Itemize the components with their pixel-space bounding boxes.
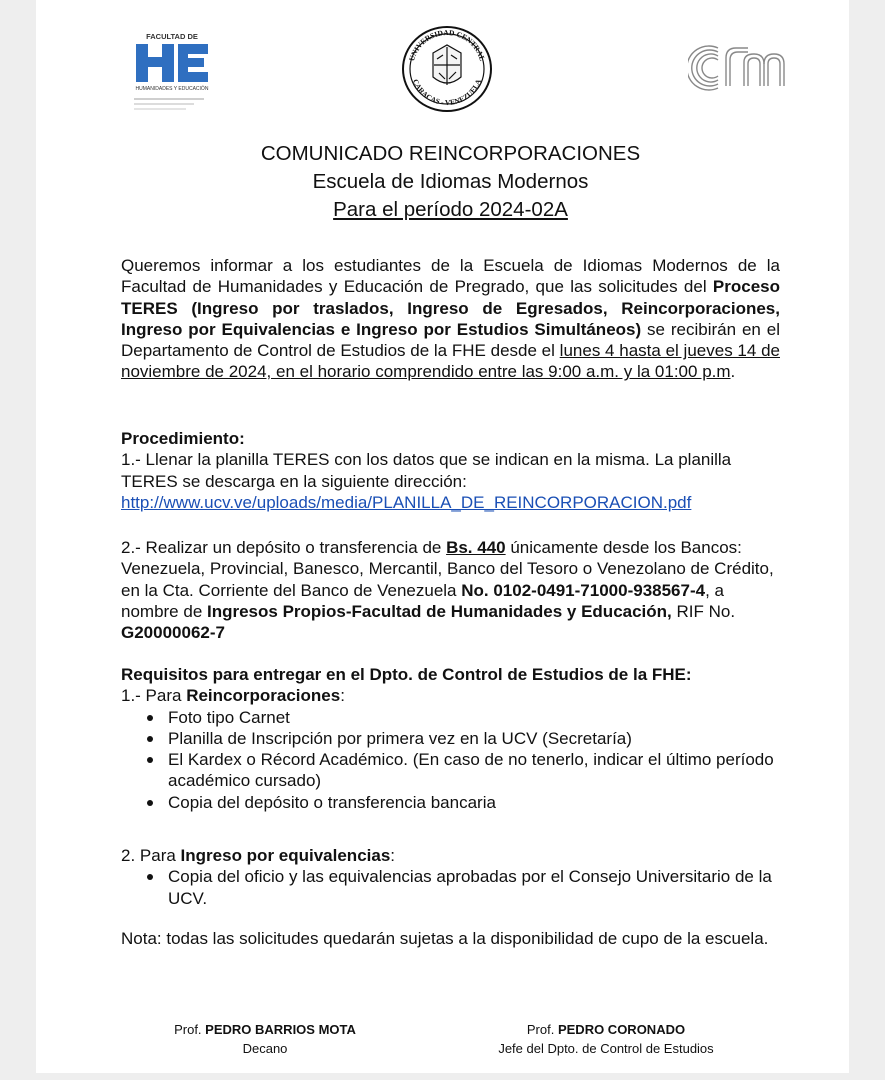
signature-name: PEDRO BARRIOS MOTA (205, 1022, 356, 1037)
signature-prefix: Prof. (526, 1022, 558, 1037)
intro-text-2: se recibirán en el Departamento de Control de Estudios de la FHE desde el (121, 319, 780, 361)
list-item: Foto tipo Carnet (168, 707, 780, 728)
req2-prefix: 2. Para (121, 846, 181, 865)
requirements-equivalencias (121, 845, 780, 909)
note-paragraph (121, 928, 780, 949)
deposit-text-3: , a nombre de (121, 580, 724, 621)
procedure-section (121, 428, 780, 513)
deposit-text-2: únicamente desde los Bancos: Venezuela, Provincial, Banesco, Mercantil, Banco del Tesoro o Venezolano de Crédito, en la Cta. Corriente del Banco de Venezuela (121, 538, 774, 600)
list-item: El Kardex o Récord Académico. (En caso de no tenerlo, indicar el último período académico cursado) (168, 749, 780, 792)
intro-paragraph (121, 255, 780, 383)
header-period: Para el período 2024-02A (333, 198, 568, 221)
req2-list (121, 866, 780, 909)
req2-title: Ingreso por equivalencias (180, 846, 391, 865)
deposit-amount: Bs. 440 (446, 538, 506, 557)
eim-logo-mark: eim (688, 40, 690, 41)
eim-logo (688, 40, 794, 96)
seal-ring-bottom-text: CARACAS - VENEZUELA (410, 77, 484, 108)
document-page (36, 0, 849, 1073)
signature-prefix: Prof. (174, 1022, 206, 1037)
signature-control-estudios (456, 1020, 756, 1058)
requirements-heading: Requisitos para entregar en el Dpto. de Control de Estudios de la FHE: (121, 665, 692, 684)
deposit-text-1: 2.- Realizar un depósito o transferencia de (121, 538, 447, 557)
req1-prefix: 1.- Para (121, 686, 187, 706)
req1-title: Reincorporaciones (186, 686, 341, 706)
req1-list (121, 707, 780, 813)
planilla-download-link[interactable]: http://www.ucv.ve/uploads/media/PLANILLA_DE_REINCORPORACION.pdf (121, 492, 692, 512)
signature-name: PEDRO CORONADO (557, 1022, 686, 1037)
deposit-account-holder: Ingresos Propios-Facultad de Humanidades y Educación, (207, 601, 672, 621)
ucv-seal-logo (399, 25, 495, 113)
list-item: Copia del depósito o transferencia bancaria (168, 792, 780, 813)
deposit-account-number: No. 0102-0491-71000-938567-4 (461, 580, 706, 600)
req1-suffix: : (340, 686, 345, 706)
list-item: Copia del oficio y las equivalencias aprobadas por el Consejo Universitario de la UCV. (168, 866, 780, 909)
intro-text-1: Queremos informar a los estudiantes de la Escuela de Idiomas Modernos de la Facultad de Humanidades y Educación de Pregrado, que las solicitudes del (121, 256, 780, 297)
fhe-logo-caption: FACULTAD DE (146, 32, 198, 41)
fhe-logo-subtitle: HUMANIDADES Y EDUCACIÓN (135, 86, 209, 92)
intro-dates-underlined: lunes 4 hasta el jueves 14 de noviembre de 2024, en el horario comprendido entre las 9:00 a.m. y la 01:00 p.m (121, 341, 780, 382)
procedure-step-1: 1.- Llenar la planilla TERES con los datos que se indican en la misma. La planilla TERES se descarga en la siguiente dirección: (121, 450, 732, 491)
header-title: COMUNICADO REINCORPORACIONES (260, 142, 641, 165)
req2-suffix: : (390, 846, 396, 865)
intro-text-3: . (730, 362, 736, 382)
signature-role: Jefe del Dpto. de Control de Estudios (498, 1041, 714, 1056)
deposit-rif: G20000062-7 (121, 623, 225, 643)
deposit-text-4: RIF No. (671, 601, 736, 621)
signature-role: Decano (242, 1041, 288, 1056)
header-school: Escuela de Idiomas Modernos (312, 170, 589, 193)
seal-ring-top-text: UNIVERSIDAD CENTRAL (407, 27, 487, 63)
deposit-section (121, 537, 780, 643)
intro-process-bold: Proceso TERES (Ingreso por traslados, Ingreso de Egresados, Reincorporaciones, Ingreso por Equivalencias e Ingreso por Estudios Simultáneos) (121, 277, 780, 339)
signature-dean (165, 1020, 365, 1058)
procedure-heading: Procedimiento: (121, 429, 245, 448)
fhe-logo (132, 32, 212, 118)
document-header (36, 140, 865, 224)
list-item: Planilla de Inscripción por primera vez en la UCV (Secretaría) (168, 728, 780, 749)
note-text: Nota: todas las solicitudes quedarán sujetas a la disponibilidad de cupo de la escuela. (121, 929, 769, 948)
requirements-section (121, 664, 780, 813)
